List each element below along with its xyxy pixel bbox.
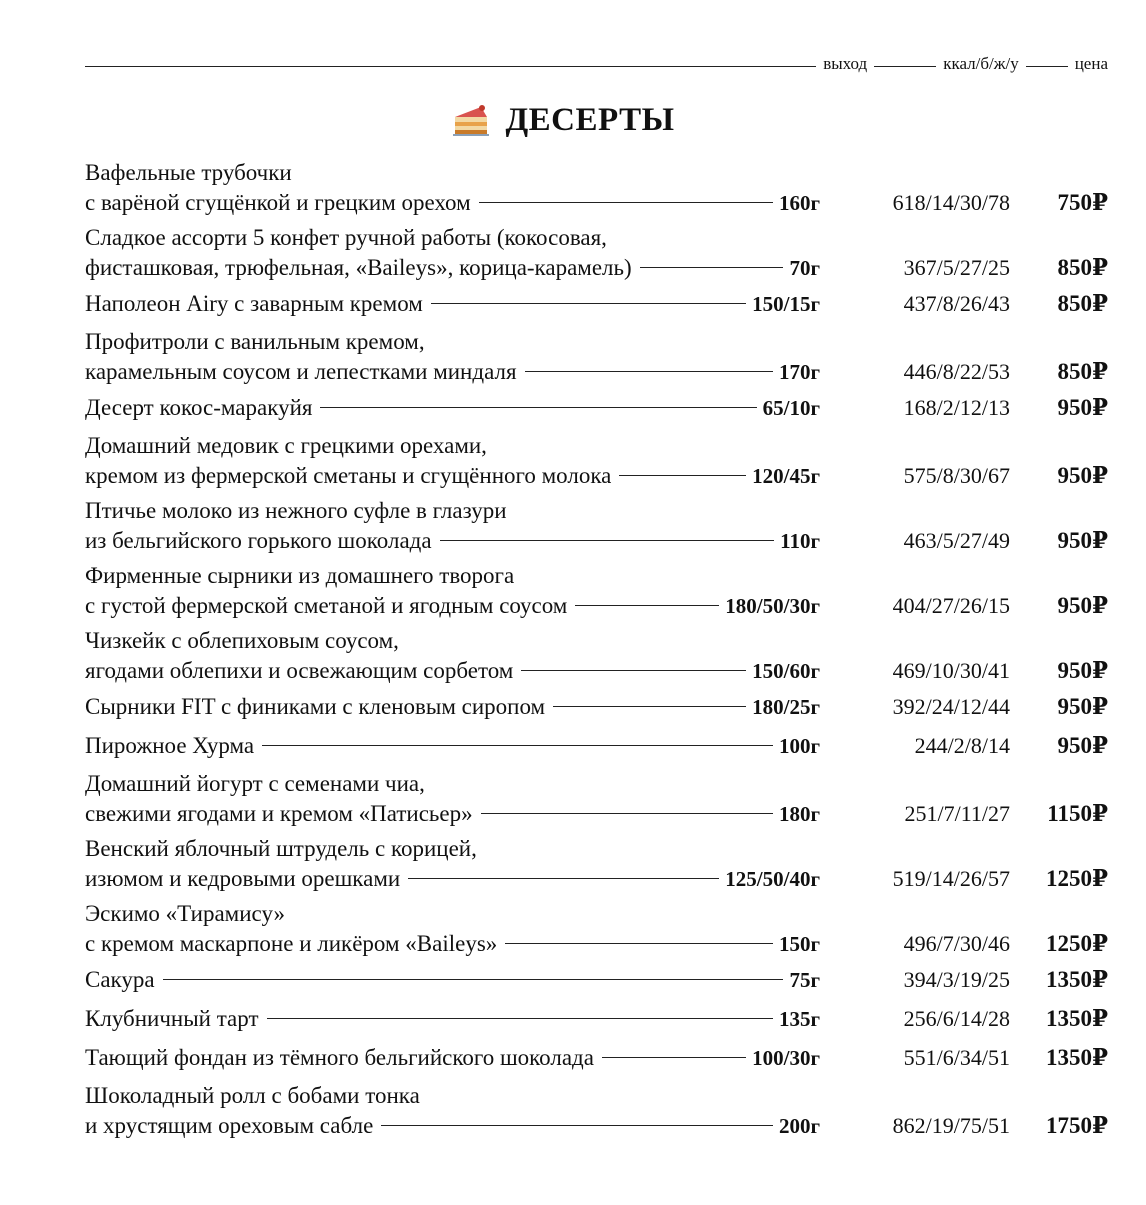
item-price: 950₽ [1057, 694, 1108, 719]
item-weight: 170г [778, 360, 820, 384]
item-name-line [85, 928, 820, 960]
item-weight: 120/45г [752, 464, 820, 488]
menu-item [85, 1081, 1108, 1142]
item-row [85, 590, 1108, 622]
dotted-leader [408, 878, 719, 879]
item-weight: 100/30г [752, 1046, 820, 1070]
item-price: 850₽ [1057, 255, 1108, 280]
item-name-line2: фисташковая, трюфельная, «Baileys», корица-карамель) [85, 255, 632, 280]
item-weight: 150г [778, 932, 820, 956]
item-name-line [85, 1042, 820, 1074]
item-name-line [85, 1003, 820, 1035]
item-name-line1: Шоколадный ролл с бобами тонка [85, 1083, 420, 1108]
item-weight: 70г [789, 256, 820, 280]
item-price: 950₽ [1057, 733, 1108, 758]
item-name-line [85, 525, 820, 557]
item-name-line [85, 863, 820, 895]
item-weight: 180г [778, 802, 820, 826]
item-price: 950₽ [1057, 463, 1108, 488]
item-kbju: 367/5/27/25 [903, 255, 1010, 280]
item-weight: 150/15г [752, 292, 820, 316]
item-price: 950₽ [1057, 658, 1108, 683]
section-title [0, 96, 1146, 144]
item-price: 850₽ [1057, 359, 1108, 384]
item-name-line2: и хрустящим ореховым сабле [85, 1113, 374, 1138]
dotted-leader [619, 475, 746, 476]
dotted-leader [479, 202, 773, 203]
header-kbju: ккал/б/ж/у [943, 54, 1019, 73]
item-row [85, 252, 1108, 284]
item-name-line [85, 964, 820, 996]
item-kbju: 446/8/22/53 [903, 359, 1010, 384]
menu-item [85, 964, 1108, 996]
item-name-line2: карамельным соусом и лепестками миндаля [85, 359, 517, 384]
item-name-line2: Сакура [85, 967, 155, 992]
item-row [85, 356, 1108, 388]
item-row [85, 187, 1108, 219]
menu-item [85, 288, 1108, 320]
item-kbju: 862/19/75/51 [892, 1113, 1010, 1138]
item-price: 1350₽ [1045, 1045, 1108, 1070]
item-name-line1: Домашний медовик с грецкими орехами, [85, 433, 487, 458]
menu-item [85, 1042, 1108, 1074]
menu-item [85, 431, 1108, 492]
dotted-leader [640, 267, 784, 268]
header-yield: выход [823, 54, 868, 73]
item-name-line2: Клубничный тарт [85, 1006, 259, 1031]
item-kbju: 251/7/11/27 [904, 801, 1010, 826]
item-row [85, 928, 1108, 960]
dotted-leader [163, 979, 784, 980]
item-weight: 125/50/40г [725, 867, 820, 891]
item-row [85, 655, 1108, 687]
item-name-line2: Сырники FIT с финиками с кленовым сиропом [85, 694, 546, 719]
item-name-line1: Фирменные сырники из домашнего творога [85, 563, 515, 588]
item-name-line2: кремом из фермерской сметаны и сгущённого молока [85, 463, 612, 488]
item-kbju: 469/10/30/41 [892, 658, 1010, 683]
item-kbju: 392/24/12/44 [892, 694, 1010, 719]
item-name-line1: Венский яблочный штрудель с корицей, [85, 836, 477, 861]
dotted-leader [575, 605, 719, 606]
menu-item [85, 899, 1108, 960]
menu-item [85, 691, 1108, 723]
item-row [85, 691, 1108, 723]
item-name-line [85, 460, 820, 492]
item-name-line [85, 730, 820, 762]
item-weight: 200г [778, 1114, 820, 1138]
item-kbju: 256/6/14/28 [903, 1006, 1010, 1031]
item-kbju: 244/2/8/14 [914, 733, 1010, 758]
menu-item [85, 496, 1108, 557]
menu-item [85, 626, 1108, 687]
item-row [85, 964, 1108, 996]
item-price: 1350₽ [1045, 1006, 1108, 1031]
item-name-line2: изюмом и кедровыми орешками [85, 866, 401, 891]
item-weight: 65/10г [762, 396, 820, 420]
dotted-leader [320, 407, 756, 408]
item-row [85, 1110, 1108, 1142]
item-weight: 135г [778, 1007, 820, 1031]
item-name-line [85, 392, 820, 424]
dotted-leader [431, 303, 746, 304]
item-kbju: 496/7/30/46 [903, 931, 1010, 956]
item-weight: 100г [778, 734, 820, 758]
cake-slice-icon [451, 103, 491, 137]
item-row [85, 1042, 1108, 1074]
item-row [85, 1003, 1108, 1035]
item-kbju: 404/27/26/15 [892, 593, 1010, 618]
item-name-line [85, 288, 820, 320]
menu-item [85, 730, 1108, 762]
dotted-leader [525, 371, 773, 372]
menu-item [85, 769, 1108, 830]
dotted-leader [553, 706, 746, 707]
item-name-line [85, 252, 820, 284]
item-name-line1: Птичье молоко из нежного суфле в глазури [85, 498, 507, 523]
item-name-line2: Пирожное Хурма [85, 733, 255, 758]
item-kbju: 575/8/30/67 [903, 463, 1010, 488]
header-divider [85, 66, 816, 67]
item-weight: 75г [789, 968, 820, 992]
item-name-line1: Чизкейк с облепиховым соусом, [85, 628, 399, 653]
item-name-line2: свежими ягодами и кремом «Патисьер» [85, 801, 473, 826]
item-price: 1350₽ [1045, 967, 1108, 992]
header-price: цена [1074, 54, 1108, 73]
item-name-line2: Тающий фондан из тёмного бельгийского шоколада [85, 1045, 594, 1070]
item-price: 950₽ [1057, 395, 1108, 420]
item-kbju: 463/5/27/49 [903, 528, 1010, 553]
item-row [85, 392, 1108, 424]
header-divider [1026, 66, 1068, 67]
dotted-leader [267, 1018, 773, 1019]
item-row [85, 730, 1108, 762]
item-name-line [85, 655, 820, 687]
item-price: 1150₽ [1047, 801, 1108, 826]
item-weight: 110г [780, 529, 820, 553]
item-row [85, 288, 1108, 320]
item-kbju: 618/14/30/78 [892, 190, 1010, 215]
item-row [85, 798, 1108, 830]
item-name-line1: Вафельные трубочки [85, 160, 292, 185]
item-price: 950₽ [1057, 593, 1108, 618]
item-name-line [85, 1110, 820, 1142]
menu-item [85, 1003, 1108, 1035]
dotted-leader [602, 1057, 746, 1058]
item-weight: 150/60г [752, 659, 820, 683]
dotted-leader [521, 670, 746, 671]
item-kbju: 168/2/12/13 [903, 395, 1010, 420]
item-name-line2: с варёной сгущёнкой и грецким орехом [85, 190, 471, 215]
item-kbju: 394/3/19/25 [903, 967, 1010, 992]
dotted-leader [481, 813, 773, 814]
item-name-line [85, 187, 820, 219]
item-name-line2: с кремом маскарпоне и ликёром «Baileys» [85, 931, 498, 956]
item-name-line [85, 356, 820, 388]
dotted-leader [440, 540, 775, 541]
item-name-line1: Сладкое ассорти 5 конфет ручной работы (кокосовая, [85, 225, 607, 250]
menu-item [85, 158, 1108, 219]
dotted-leader [505, 943, 773, 944]
item-price: 1250₽ [1045, 866, 1108, 891]
section-title-text: ДЕСЕРТЫ [505, 101, 675, 138]
item-weight: 160г [778, 191, 820, 215]
column-header [85, 50, 1108, 78]
header-divider [874, 66, 936, 67]
item-price: 750₽ [1057, 190, 1108, 215]
item-name-line2: из бельгийского горького шоколада [85, 528, 432, 553]
menu-item [85, 561, 1108, 622]
menu-item [85, 327, 1108, 388]
item-price: 1750₽ [1045, 1113, 1108, 1138]
item-kbju: 519/14/26/57 [892, 866, 1010, 891]
dessert-menu [85, 158, 1108, 1146]
item-name-line2: Десерт кокос-маракуйя [85, 395, 313, 420]
item-row [85, 460, 1108, 492]
item-name-line2: с густой фермерской сметаной и ягодным соусом [85, 593, 568, 618]
item-price: 850₽ [1057, 291, 1108, 316]
item-price: 950₽ [1057, 528, 1108, 553]
item-name-line1: Профитроли с ванильным кремом, [85, 329, 425, 354]
item-name-line2: ягодами облепихи и освежающим сорбетом [85, 658, 514, 683]
item-name-line1: Домашний йогурт с семенами чиа, [85, 771, 425, 796]
item-name-line1: Эскимо «Тирамису» [85, 901, 286, 926]
item-weight: 180/50/30г [725, 594, 820, 618]
item-name-line [85, 798, 820, 830]
item-name-line2: Наполеон Airy с заварным кремом [85, 291, 423, 316]
menu-item [85, 834, 1108, 895]
item-kbju: 551/6/34/51 [903, 1045, 1010, 1070]
item-price: 1250₽ [1045, 931, 1108, 956]
item-weight: 180/25г [752, 695, 820, 719]
item-kbju: 437/8/26/43 [903, 291, 1010, 316]
menu-item [85, 392, 1108, 424]
item-row [85, 525, 1108, 557]
item-row [85, 863, 1108, 895]
dotted-leader [262, 745, 773, 746]
item-name-line [85, 590, 820, 622]
menu-item [85, 223, 1108, 284]
dotted-leader [381, 1125, 773, 1126]
item-name-line [85, 691, 820, 723]
